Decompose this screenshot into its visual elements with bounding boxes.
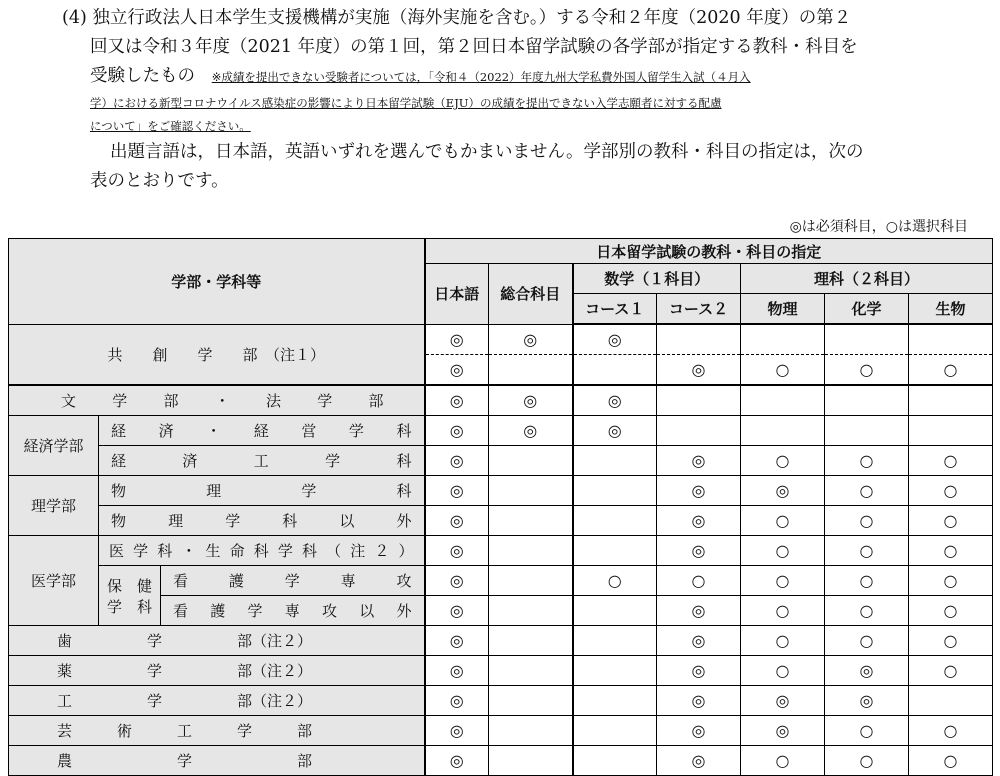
paragraph-2-line-1: 出題言語は，日本語，英語いずれを選んでもかまいません。学部別の教科・科目の指定は，次の (110, 142, 864, 162)
mark-required: ◎ (741, 716, 825, 746)
empty-cell (573, 716, 657, 746)
intro-section (62, 4, 982, 196)
table-row (9, 596, 993, 626)
empty-cell (825, 416, 909, 446)
mark-optional: ○ (909, 716, 993, 746)
empty-cell (489, 566, 573, 596)
table-row (9, 626, 993, 656)
dept-keizai-kogaku: 経済工学科 (99, 446, 425, 476)
mark-required: ◎ (425, 476, 489, 506)
mark-required: ◎ (489, 385, 573, 416)
table-row (9, 506, 993, 536)
paragraph-2-line-2: 表のとおりです。 (90, 171, 229, 191)
faculty-ko: 工 学 部（注２） (9, 686, 425, 716)
mark-required: ◎ (425, 566, 489, 596)
mark-required: ◎ (425, 416, 489, 446)
faculty-bun-ho: 文学部・法学部 (9, 385, 425, 416)
header-science: 理科（２科目） (741, 264, 993, 294)
dept-ika-seimei: 医学科・生命科学科（注２） (99, 536, 425, 566)
mark-optional: ○ (825, 446, 909, 476)
mark-optional: ○ (741, 656, 825, 686)
mark-required: ◎ (425, 536, 489, 566)
mark-optional: ○ (825, 716, 909, 746)
mark-optional: ○ (741, 536, 825, 566)
empty-cell (825, 385, 909, 416)
empty-cell (909, 324, 993, 355)
table-row (9, 416, 993, 446)
empty-cell (489, 506, 573, 536)
header-eju-subjects: 日本留学試験の教科・科目の指定 (425, 239, 993, 264)
table-row (9, 446, 993, 476)
mark-required: ◎ (425, 385, 489, 416)
empty-cell (489, 596, 573, 626)
header-course1: コース１ (573, 294, 657, 325)
empty-cell (489, 536, 573, 566)
table-row (9, 686, 993, 716)
mark-optional: ○ (909, 536, 993, 566)
mark-optional: ○ (909, 746, 993, 776)
header-math: 数学（１科目） (573, 264, 741, 294)
empty-cell (657, 416, 741, 446)
empty-cell (573, 626, 657, 656)
mark-required: ◎ (425, 506, 489, 536)
mark-required: ◎ (657, 446, 741, 476)
mark-required: ◎ (425, 355, 489, 386)
mark-optional: ○ (741, 355, 825, 386)
mark-optional: ○ (825, 476, 909, 506)
header-course2: コース２ (657, 294, 741, 325)
mark-required: ◎ (825, 656, 909, 686)
mark-required: ◎ (657, 476, 741, 506)
mark-required: ◎ (657, 746, 741, 776)
mark-required: ◎ (657, 716, 741, 746)
mark-required: ◎ (425, 686, 489, 716)
mark-optional: ○ (909, 596, 993, 626)
mark-optional: ○ (825, 626, 909, 656)
dept-hoken-a: 保健 (99, 566, 161, 596)
empty-cell (909, 385, 993, 416)
mark-optional: ○ (909, 506, 993, 536)
mark-optional: ○ (825, 506, 909, 536)
header-faculty: 学部・学科等 (9, 239, 425, 325)
empty-cell (909, 686, 993, 716)
header-physics: 物理 (741, 294, 825, 325)
empty-cell (657, 324, 741, 355)
mark-required: ◎ (741, 476, 825, 506)
mark-optional: ○ (741, 626, 825, 656)
mark-required: ◎ (425, 626, 489, 656)
mark-optional: ○ (825, 536, 909, 566)
mark-required: ◎ (573, 385, 657, 416)
mark-required: ◎ (573, 416, 657, 446)
mark-required: ◎ (425, 324, 489, 355)
mark-optional: ○ (573, 566, 657, 596)
faculty-keizai: 経済学部 (9, 416, 99, 476)
mark-required: ◎ (657, 506, 741, 536)
table-row (9, 716, 993, 746)
mark-optional: ○ (741, 596, 825, 626)
empty-cell (489, 686, 573, 716)
mark-required: ◎ (657, 355, 741, 386)
subject-requirements-table (8, 238, 993, 776)
mark-optional: ○ (825, 355, 909, 386)
empty-cell (573, 656, 657, 686)
empty-cell (573, 446, 657, 476)
dept-butsuri-other: 物理学科以外 (99, 506, 425, 536)
table-row (9, 536, 993, 566)
mark-optional: ○ (909, 355, 993, 386)
empty-cell (573, 476, 657, 506)
empty-cell (573, 686, 657, 716)
empty-cell (741, 385, 825, 416)
mark-optional: ○ (741, 446, 825, 476)
empty-cell (573, 746, 657, 776)
faculty-yaku: 薬 学 部（注２） (9, 656, 425, 686)
header-chemistry: 化学 (825, 294, 909, 325)
mark-required: ◎ (573, 324, 657, 355)
mark-optional: ○ (825, 566, 909, 596)
empty-cell (489, 476, 573, 506)
mark-required: ◎ (657, 686, 741, 716)
paragraph-1-line-3: 受験したもの ※成績を提出できない受験者については，「令和４（2022）年度九州大学私費外国人留学生入試（４月入 (90, 66, 751, 86)
faculty-shi: 歯 学 部（注２） (9, 626, 425, 656)
eju-note-line-1: ※成績を提出できない受験者については，「令和４（2022）年度九州大学私費外国人留学生入試（４月入 (211, 70, 751, 84)
table-row (9, 476, 993, 506)
eju-note-line-3: について」をご確認ください。 (90, 119, 251, 133)
paragraph-1-line-2: 回又は令和３年度（2021 年度）の第１回，第２回日本留学試験の各学部が指定する教科・科目を (90, 37, 858, 57)
faculty-kyoso: 共 創 学 部 （注１） (9, 324, 425, 385)
empty-cell (489, 446, 573, 476)
mark-required: ◎ (657, 626, 741, 656)
mark-optional: ○ (909, 446, 993, 476)
mark-required: ◎ (425, 446, 489, 476)
dept-butsuri: 物理学科 (99, 476, 425, 506)
mark-required: ◎ (425, 656, 489, 686)
table-row (9, 385, 993, 416)
mark-required: ◎ (489, 324, 573, 355)
faculty-gei: 芸 術 工 学 部 (9, 716, 425, 746)
mark-optional: ○ (825, 596, 909, 626)
mark-required: ◎ (425, 746, 489, 776)
empty-cell (489, 656, 573, 686)
mark-required: ◎ (657, 596, 741, 626)
mark-required: ◎ (425, 596, 489, 626)
empty-cell (825, 324, 909, 355)
paragraph-1-line-1: (4) 独立行政法人日本学生支援機構が実施（海外実施を含む。）する令和２年度（2020 年度）の第２ (62, 8, 852, 28)
mark-required: ◎ (825, 686, 909, 716)
empty-cell (909, 416, 993, 446)
empty-cell (573, 596, 657, 626)
mark-legend: ◎は必須科目，○は選択科目 (789, 219, 968, 235)
table-row (9, 746, 993, 776)
mark-optional: ○ (741, 506, 825, 536)
mark-optional: ○ (741, 566, 825, 596)
mark-optional: ○ (825, 746, 909, 776)
header-japanese: 日本語 (425, 264, 489, 325)
faculty-i: 医学部 (9, 536, 99, 626)
empty-cell (741, 324, 825, 355)
mark-required: ◎ (657, 656, 741, 686)
table-row (9, 566, 993, 596)
faculty-no: 農 学 部 (9, 746, 425, 776)
mark-optional: ○ (657, 566, 741, 596)
mark-optional: ○ (909, 476, 993, 506)
major-kango-other: 看護学専攻以外 (161, 596, 425, 626)
eju-note-line-2: 学）における新型コロナウイルス感染症の影響により日本留学試験（EJU）の成績を提出できない入学志願者に対する配慮 (90, 96, 722, 110)
mark-optional: ○ (741, 746, 825, 776)
mark-required: ◎ (489, 416, 573, 446)
empty-cell (573, 536, 657, 566)
major-kango: 看護学専攻 (161, 566, 425, 596)
mark-optional: ○ (909, 656, 993, 686)
empty-cell (573, 506, 657, 536)
empty-cell (489, 746, 573, 776)
mark-optional: ○ (909, 626, 993, 656)
mark-optional: ○ (909, 566, 993, 596)
dept-hoken-b: 学科 (99, 596, 161, 626)
dept-keizai-keiei: 経済・経営学科 (99, 416, 425, 446)
header-general: 総合科目 (489, 264, 573, 325)
empty-cell (741, 416, 825, 446)
table-row (9, 324, 993, 355)
mark-required: ◎ (657, 536, 741, 566)
empty-cell (657, 385, 741, 416)
header-biology: 生物 (909, 294, 993, 325)
mark-required: ◎ (425, 716, 489, 746)
mark-required: ◎ (741, 686, 825, 716)
empty-cell (489, 626, 573, 656)
faculty-ri: 理学部 (9, 476, 99, 536)
empty-cell (489, 716, 573, 746)
empty-cell (573, 355, 657, 386)
empty-cell (489, 355, 573, 386)
table-row (9, 656, 993, 686)
